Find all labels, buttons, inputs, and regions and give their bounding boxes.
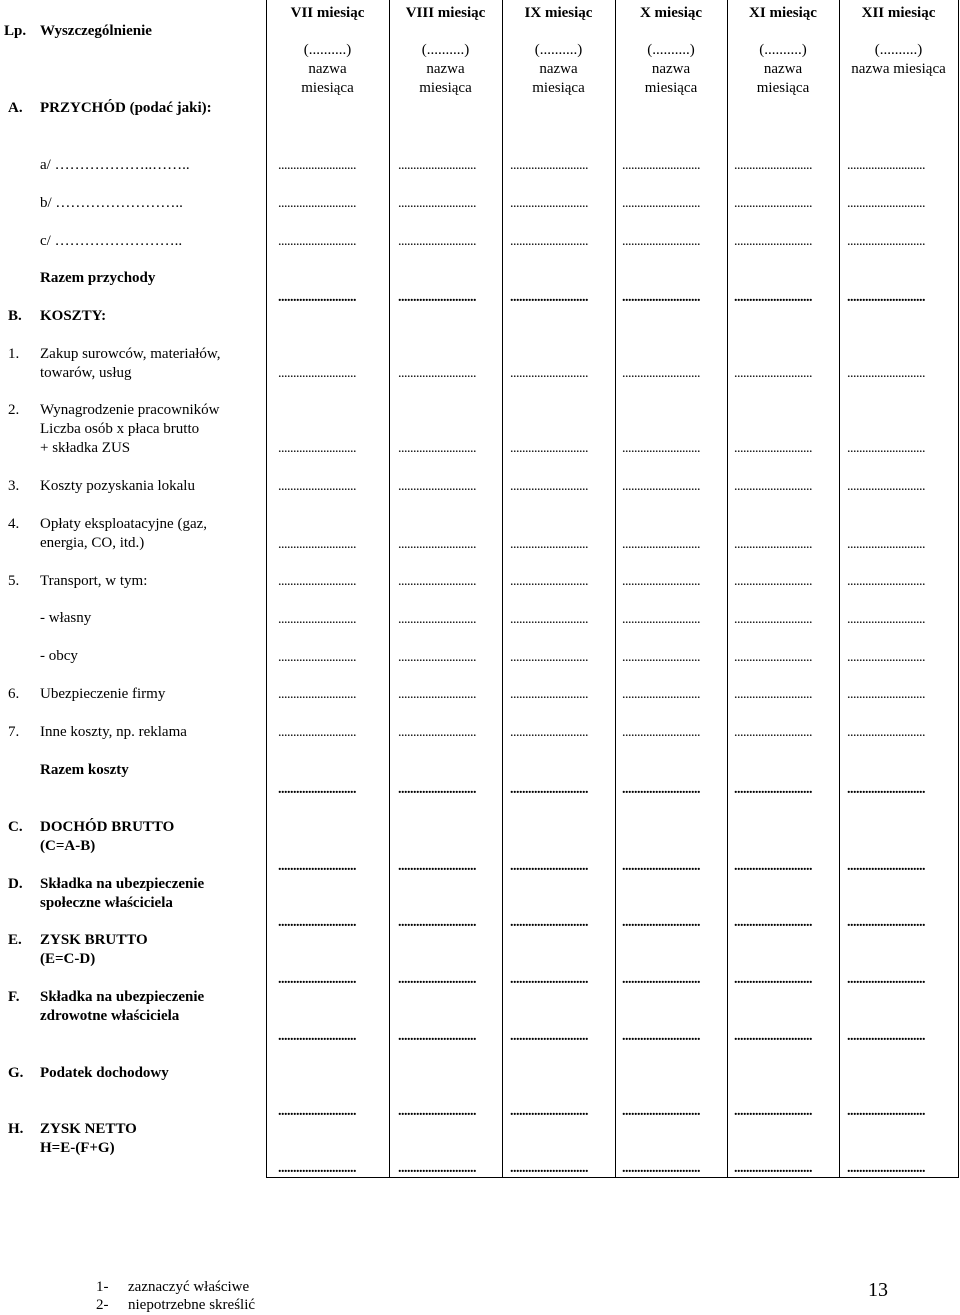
footnote-text: niepotrzebne skreślić — [128, 1297, 256, 1313]
fill-in-dots: .......................... — [734, 479, 812, 494]
month-header: VII miesiąc — [290, 5, 365, 21]
fill-in-dots: .......................... — [734, 915, 812, 930]
fill-in-dots: .......................... — [278, 1161, 356, 1176]
fill-in-dots: .......................... — [278, 725, 356, 740]
fill-in-dots: .......................... — [734, 574, 812, 589]
fill-in-dots: .......................... — [622, 479, 700, 494]
grid-line — [839, 0, 840, 1178]
cost-label: towarów, usług — [40, 365, 132, 381]
fill-in-dots: .......................... — [278, 687, 356, 702]
fill-in-dots: .......................... — [398, 650, 476, 665]
cost-label: Wynagrodzenie pracowników — [40, 402, 220, 418]
fill-in-dots: .......................... — [510, 158, 588, 173]
fill-in-dots: .......................... — [734, 1029, 812, 1044]
fill-in-dots: .......................... — [510, 782, 588, 797]
fill-in-dots: .......................... — [510, 1104, 588, 1119]
fill-in-dots: .......................... — [398, 972, 476, 987]
month-name-hint: miesiąca — [644, 80, 698, 96]
month-name-placeholder: (..........) — [303, 42, 352, 58]
fill-in-dots: .......................... — [734, 612, 812, 627]
fill-in-dots: .......................... — [510, 725, 588, 740]
fill-in-dots: .......................... — [622, 366, 700, 381]
fill-in-dots: .......................... — [847, 612, 925, 627]
fill-in-dots: .......................... — [847, 650, 925, 665]
fill-in-dots: .......................... — [622, 1029, 700, 1044]
fill-in-dots: .......................... — [398, 158, 476, 173]
fill-in-dots: .......................... — [622, 972, 700, 987]
grid-line — [615, 0, 616, 1178]
fill-in-dots: .......................... — [622, 158, 700, 173]
fill-in-dots: .......................... — [622, 537, 700, 552]
fill-in-dots: .......................... — [510, 537, 588, 552]
fill-in-dots: .......................... — [510, 915, 588, 930]
fill-in-dots: .......................... — [847, 234, 925, 249]
month-name-placeholder: (..........) — [421, 42, 470, 58]
fill-in-dots: .......................... — [278, 366, 356, 381]
fill-in-dots: .......................... — [847, 1029, 925, 1044]
fill-in-dots: .......................... — [398, 782, 476, 797]
cost-num: 1. — [8, 346, 20, 362]
cost-label: Opłaty eksploatacyjne (gaz, — [40, 516, 208, 532]
summary-letter: C. — [8, 819, 23, 835]
fill-in-dots: .......................... — [278, 574, 356, 589]
footnote-text: zaznaczyć właściwe — [128, 1279, 250, 1295]
fill-in-dots: .......................... — [734, 196, 812, 211]
cost-label: energia, CO, itd.) — [40, 535, 145, 551]
fill-in-dots: .......................... — [278, 196, 356, 211]
income-row-c: c/ …………………….. — [40, 233, 183, 249]
grid-line — [389, 0, 390, 1178]
section-b-label: KOSZTY: — [40, 308, 107, 324]
fill-in-dots: .......................... — [398, 1161, 476, 1176]
fill-in-dots: .......................... — [510, 972, 588, 987]
fill-in-dots: .......................... — [622, 290, 700, 305]
month-name-placeholder: (..........) — [534, 42, 583, 58]
cost-label: Transport, w tym: — [40, 573, 148, 589]
page-number: 13 — [868, 1279, 888, 1301]
fill-in-dots: .......................... — [398, 196, 476, 211]
fill-in-dots: .......................... — [510, 290, 588, 305]
month-name-hint: miesiąca — [756, 80, 810, 96]
fill-in-dots: .......................... — [398, 859, 476, 874]
summary-label: ZYSK NETTO — [40, 1121, 137, 1137]
cost-label: Ubezpieczenie firmy — [40, 686, 166, 702]
fill-in-dots: .......................... — [734, 972, 812, 987]
summary-label: Składka na ubezpieczenie — [40, 989, 205, 1005]
month-name-hint: nazwa — [426, 61, 465, 77]
fill-in-dots: .......................... — [734, 441, 812, 456]
fill-in-dots: .......................... — [510, 687, 588, 702]
fill-in-dots: .......................... — [734, 687, 812, 702]
fill-in-dots: .......................... — [398, 234, 476, 249]
fill-in-dots: .......................... — [734, 366, 812, 381]
fill-in-dots: .......................... — [847, 1104, 925, 1119]
month-name-placeholder: (..........) — [874, 42, 923, 58]
fill-in-dots: .......................... — [734, 650, 812, 665]
cost-num: 6. — [8, 686, 20, 702]
fill-in-dots: .......................... — [847, 196, 925, 211]
cost-label: Inne koszty, np. reklama — [40, 724, 187, 740]
month-header: XI miesiąc — [749, 5, 817, 21]
summary-label: ZYSK BRUTTO — [40, 932, 148, 948]
month-name-hint: nazwa — [308, 61, 347, 77]
fill-in-dots: .......................... — [398, 687, 476, 702]
fill-in-dots: .......................... — [622, 1161, 700, 1176]
fill-in-dots: .......................... — [278, 1104, 356, 1119]
grid-line — [958, 0, 959, 1178]
cost-label: Zakup surowców, materiałów, — [40, 346, 221, 362]
fill-in-dots: .......................... — [278, 537, 356, 552]
cost-label: - własny — [40, 610, 92, 626]
fill-in-dots: .......................... — [278, 479, 356, 494]
fill-in-dots: .......................... — [510, 1029, 588, 1044]
fill-in-dots: .......................... — [510, 366, 588, 381]
fill-in-dots: .......................... — [398, 1104, 476, 1119]
cost-num: 4. — [8, 516, 20, 532]
fill-in-dots: .......................... — [622, 574, 700, 589]
fill-in-dots: .......................... — [510, 650, 588, 665]
fill-in-dots: .......................... — [278, 915, 356, 930]
fill-in-dots: .......................... — [847, 479, 925, 494]
summary-label: DOCHÓD BRUTTO — [40, 819, 175, 835]
month-name-placeholder: (..........) — [647, 42, 695, 58]
fill-in-dots: .......................... — [622, 859, 700, 874]
income-total-label: Razem przychody — [40, 270, 156, 286]
summary-label: zdrowotne właściciela — [40, 1008, 180, 1024]
summary-letter: G. — [8, 1065, 24, 1081]
section-a-label: PRZYCHÓD (podać jaki): — [40, 100, 212, 116]
fill-in-dots: .......................... — [398, 1029, 476, 1044]
fill-in-dots: .......................... — [278, 612, 356, 627]
summary-label: (E=C-D) — [40, 951, 96, 967]
fill-in-dots: .......................... — [278, 1029, 356, 1044]
summary-label: Podatek dochodowy — [40, 1065, 169, 1081]
table-bottom-line — [266, 1177, 959, 1178]
month-name-hint: nazwa — [539, 61, 578, 77]
fill-in-dots: .......................... — [847, 366, 925, 381]
fill-in-dots: .......................... — [398, 915, 476, 930]
fill-in-dots: .......................... — [510, 859, 588, 874]
fill-in-dots: .......................... — [734, 537, 812, 552]
section-b-letter: B. — [8, 308, 22, 324]
fill-in-dots: .......................... — [847, 915, 925, 930]
income-row-b: b/ …………………….. — [40, 195, 183, 211]
cost-label: - obcy — [40, 648, 78, 664]
month-header: VIII miesiąc — [405, 5, 486, 21]
cost-num: 3. — [8, 478, 20, 494]
summary-letter: F. — [8, 989, 20, 1005]
grid-line — [266, 0, 267, 1178]
fill-in-dots: .......................... — [734, 1161, 812, 1176]
grid-line — [502, 0, 503, 1178]
fill-in-dots: .......................... — [734, 782, 812, 797]
fill-in-dots: .......................... — [734, 859, 812, 874]
summary-letter: D. — [8, 876, 23, 892]
footnote-num: 2- — [96, 1297, 109, 1313]
fill-in-dots: .......................... — [622, 725, 700, 740]
fill-in-dots: .......................... — [847, 725, 925, 740]
cost-label: + składka ZUS — [40, 440, 131, 456]
fill-in-dots: .......................... — [278, 782, 356, 797]
income-row-a: a/ ………………..…….. — [40, 157, 190, 173]
summary-letter: E. — [8, 932, 22, 948]
fill-in-dots: .......................... — [278, 859, 356, 874]
fill-in-dots: .......................... — [847, 687, 925, 702]
summary-letter: H. — [8, 1121, 24, 1137]
fill-in-dots: .......................... — [278, 441, 356, 456]
fill-in-dots: .......................... — [510, 574, 588, 589]
month-name-hint: miesiąca — [301, 80, 354, 96]
fill-in-dots: .......................... — [622, 234, 700, 249]
fill-in-dots: .......................... — [278, 972, 356, 987]
fill-in-dots: .......................... — [622, 1104, 700, 1119]
fill-in-dots: .......................... — [622, 612, 700, 627]
month-header: XII miesiąc — [861, 5, 936, 21]
cost-label: Liczba osób x płaca brutto — [40, 421, 200, 437]
cost-num: 5. — [8, 573, 20, 589]
fill-in-dots: .......................... — [847, 782, 925, 797]
header-lp: Lp. — [4, 23, 27, 39]
fill-in-dots: .......................... — [278, 158, 356, 173]
fill-in-dots: .......................... — [510, 196, 588, 211]
fill-in-dots: .......................... — [398, 366, 476, 381]
fill-in-dots: .......................... — [847, 1161, 925, 1176]
fill-in-dots: .......................... — [622, 196, 700, 211]
fill-in-dots: .......................... — [847, 859, 925, 874]
month-name-placeholder: (..........) — [759, 42, 807, 58]
fill-in-dots: .......................... — [622, 650, 700, 665]
fill-in-dots: .......................... — [510, 479, 588, 494]
fill-in-dots: .......................... — [734, 158, 812, 173]
fill-in-dots: .......................... — [734, 725, 812, 740]
month-name-hint: nazwa — [651, 61, 691, 77]
cost-label: Koszty pozyskania lokalu — [40, 478, 195, 494]
fill-in-dots: .......................... — [734, 1104, 812, 1119]
fill-in-dots: .......................... — [847, 158, 925, 173]
fill-in-dots: .......................... — [278, 234, 356, 249]
summary-label: Składka na ubezpieczenie — [40, 876, 205, 892]
fill-in-dots: .......................... — [510, 612, 588, 627]
fill-in-dots: .......................... — [847, 972, 925, 987]
month-header: X miesiąc — [639, 5, 703, 21]
fill-in-dots: .......................... — [847, 290, 925, 305]
fill-in-dots: .......................... — [398, 574, 476, 589]
fill-in-dots: .......................... — [278, 290, 356, 305]
grid-line — [727, 0, 728, 1178]
fill-in-dots: .......................... — [847, 441, 925, 456]
fill-in-dots: .......................... — [398, 537, 476, 552]
fill-in-dots: .......................... — [622, 441, 700, 456]
fill-in-dots: .......................... — [622, 782, 700, 797]
month-name-hint: nazwa — [763, 61, 803, 77]
cost-total-label: Razem koszty — [40, 762, 129, 778]
fill-in-dots: .......................... — [734, 290, 812, 305]
fill-in-dots: .......................... — [510, 1161, 588, 1176]
fill-in-dots: .......................... — [510, 441, 588, 456]
cost-num: 2. — [8, 402, 20, 418]
month-header: IX miesiąc — [524, 5, 593, 21]
fill-in-dots: .......................... — [398, 725, 476, 740]
fill-in-dots: .......................... — [622, 687, 700, 702]
fill-in-dots: .......................... — [278, 650, 356, 665]
fill-in-dots: .......................... — [510, 234, 588, 249]
fill-in-dots: .......................... — [398, 479, 476, 494]
footnote-num: 1- — [96, 1279, 109, 1295]
month-name-hint: nazwa miesiąca — [851, 61, 946, 77]
fill-in-dots: .......................... — [398, 290, 476, 305]
summary-label: H=E-(F+G) — [40, 1140, 115, 1156]
month-name-hint: miesiąca — [532, 80, 585, 96]
fill-in-dots: .......................... — [398, 612, 476, 627]
fill-in-dots: .......................... — [622, 915, 700, 930]
summary-label: społeczne właściciela — [40, 895, 173, 911]
fill-in-dots: .......................... — [847, 574, 925, 589]
summary-label: (C=A-B) — [40, 838, 96, 854]
fill-in-dots: .......................... — [847, 537, 925, 552]
section-a-letter: A. — [8, 100, 23, 116]
fill-in-dots: .......................... — [398, 441, 476, 456]
cost-num: 7. — [8, 724, 20, 740]
month-name-hint: miesiąca — [419, 80, 472, 96]
header-wyszczegolnienie: Wyszczególnienie — [40, 23, 152, 39]
fill-in-dots: .......................... — [734, 234, 812, 249]
